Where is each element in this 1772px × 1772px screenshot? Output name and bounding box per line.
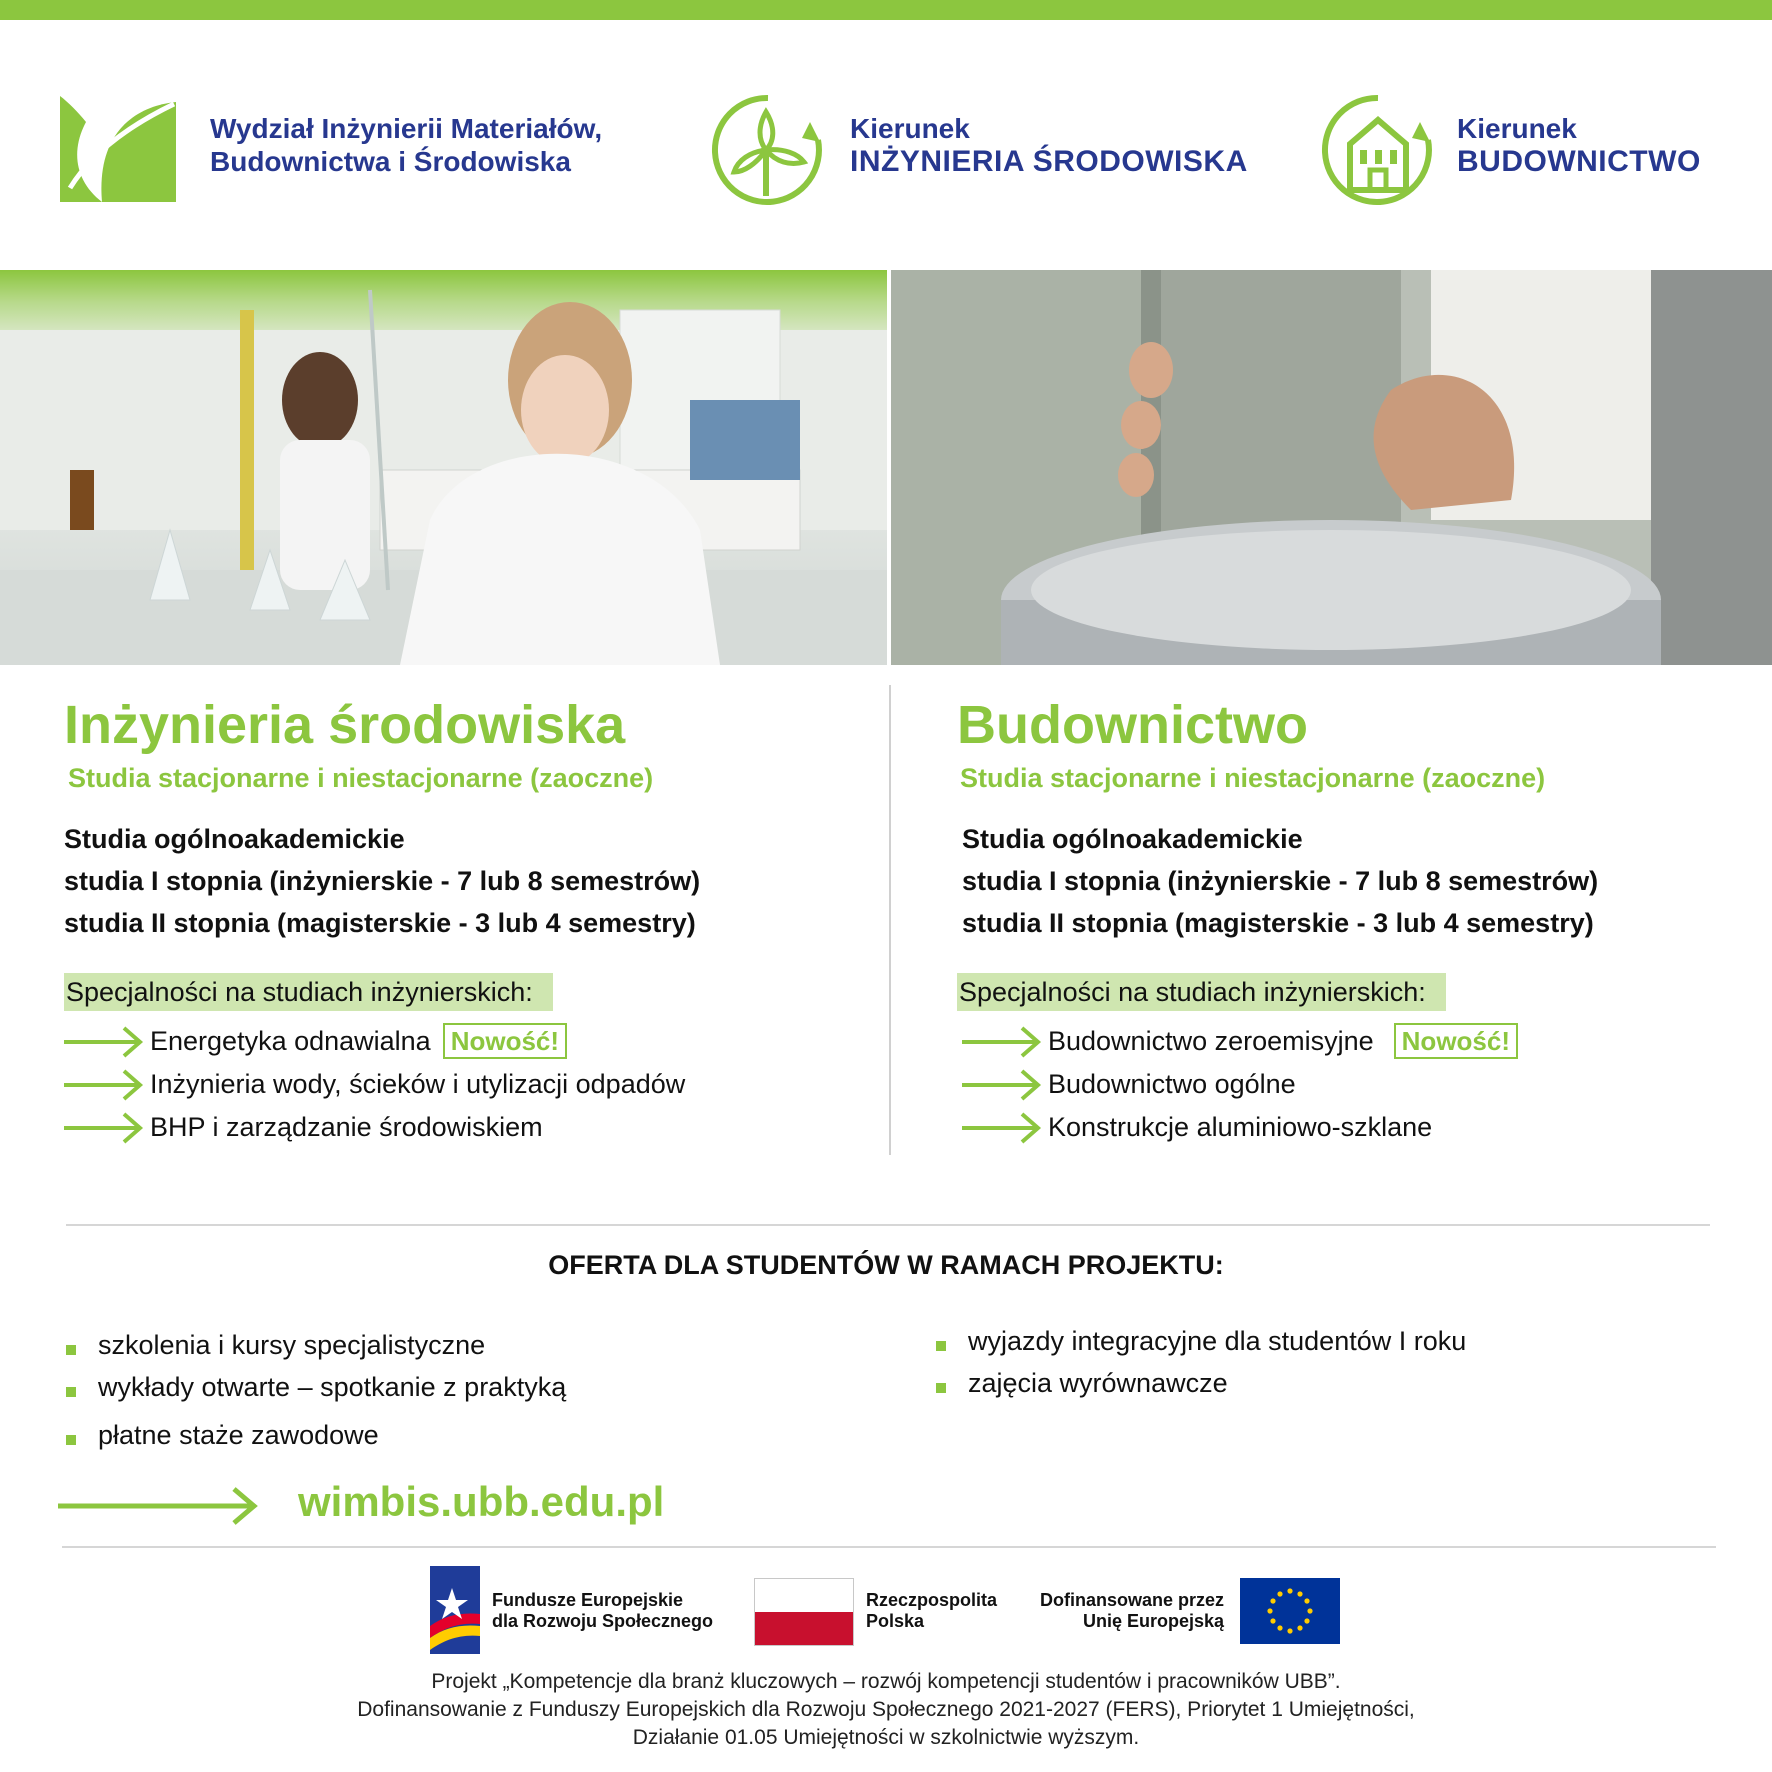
direction-1-label: Kierunek (850, 113, 970, 144)
list-item (962, 1063, 1518, 1106)
offer-item: płatne staże zawodowe (98, 1420, 379, 1450)
column-divider (889, 685, 891, 1155)
list-item (64, 1063, 685, 1106)
rp-logo-text (866, 1590, 997, 1632)
direction-1-name: INŻYNIERIA ŚRODOWISKA (850, 145, 1248, 178)
top-accent-bar (0, 0, 1772, 20)
list-item (936, 1326, 1466, 1368)
left-spec-list (64, 1020, 685, 1149)
footer-line-3: Działanie 01.05 Umiejętności w szkolnictwie wyższym. (632, 1726, 1140, 1749)
left-spec-heading: Specjalności na studiach inżynierskich: (64, 973, 553, 1011)
faculty-line-1: Wydział Inżynierii Materiałów, (210, 113, 603, 144)
faculty-name (210, 112, 602, 178)
eu-line-2: Unię Europejską (1082, 1611, 1224, 1631)
left-study-info (64, 818, 700, 944)
left-title: Inżynieria środowiska (64, 695, 626, 755)
spec-label: Konstrukcje aluminiowo-szklane (1048, 1112, 1433, 1142)
right-study-1: Studia ogólnoakademickie (962, 824, 1303, 854)
divider-line (62, 1546, 1716, 1548)
wind-turbine-icon (710, 92, 826, 208)
fe-line-2: dla Rozwoju Społecznego (492, 1611, 714, 1631)
eu-logo-text (1000, 1590, 1224, 1632)
eu-flag-icon (1240, 1578, 1340, 1644)
left-study-1: Studia ogólnoakademickie (64, 824, 405, 854)
direction-2-label: Kierunek (1457, 113, 1577, 144)
offer-list-right (936, 1326, 1466, 1410)
spec-label: Budownictwo zeroemisyjne (1048, 1026, 1374, 1056)
spec-label: Inżynieria wody, ścieków i utylizacji odpadów (150, 1069, 686, 1099)
spec-label: Energetyka odnawialna (150, 1026, 431, 1056)
right-spec-list (962, 1020, 1518, 1149)
arrow-right-icon (64, 1025, 144, 1059)
bullet-square-icon (936, 1383, 946, 1393)
offer-item: wyjazdy integracyjne dla studentów I roku (968, 1326, 1467, 1356)
list-item (64, 1106, 685, 1149)
right-spec-heading: Specjalności na studiach inżynierskich: (957, 973, 1446, 1011)
poland-flag-icon (754, 1578, 854, 1646)
rp-line-2: Polska (866, 1611, 925, 1631)
eu-line-1: Dofinansowane przez (1039, 1590, 1224, 1610)
arrow-right-icon (64, 1111, 144, 1145)
building-icon (1320, 92, 1436, 208)
spec-label: Budownictwo ogólne (1048, 1069, 1296, 1099)
left-study-3: studia II stopnia (magisterskie - 3 lub 4 semestry) (64, 908, 696, 938)
offer-item: szkolenia i kursy specjalistyczne (98, 1330, 486, 1360)
list-item (962, 1020, 1518, 1063)
list-item (66, 1420, 566, 1462)
list-item (962, 1106, 1518, 1149)
offer-list-left (66, 1330, 566, 1462)
arrow-right-icon (962, 1025, 1042, 1059)
fe-logo-text (492, 1590, 713, 1632)
faculty-leaf-logo (56, 92, 180, 202)
direction-2-name: BUDOWNICTWO (1457, 145, 1701, 178)
arrow-right-icon (962, 1111, 1042, 1145)
arrow-right-icon (962, 1068, 1042, 1102)
direction-1 (850, 112, 1248, 178)
faculty-line-2: Budownictwa i Środowiska (210, 146, 571, 177)
spec-label: BHP i zarządzanie środowiskiem (150, 1112, 543, 1142)
list-item (66, 1372, 566, 1420)
arrow-right-icon (64, 1068, 144, 1102)
right-study-info (962, 818, 1598, 944)
project-footer (0, 1668, 1772, 1752)
footer-line-1: Projekt „Kompetencje dla branż kluczowych – rozwój kompetencji studentów i pracowników UBB”. (431, 1670, 1341, 1693)
bullet-square-icon (66, 1345, 76, 1355)
new-badge: Nowość! (443, 1023, 567, 1059)
right-subtitle: Studia stacjonarne i niestacjonarne (zaoczne) (960, 763, 1546, 793)
left-subtitle: Studia stacjonarne i niestacjonarne (zaoczne) (68, 763, 654, 793)
list-item (66, 1330, 566, 1372)
offer-title: OFERTA DLA STUDENTÓW W RAMACH PROJEKTU: (548, 1250, 1224, 1280)
rp-line-1: Rzeczpospolita (866, 1590, 998, 1610)
bullet-square-icon (66, 1387, 76, 1397)
lab-photo (0, 270, 887, 665)
offer-item: wykłady otwarte – spotkanie z praktyką (98, 1372, 567, 1402)
footer-line-2: Dofinansowanie z Funduszy Europejskich dla Rozwoju Społecznego 2021-2027 (FERS), Priorytet 1 Umiejętności, (357, 1698, 1415, 1721)
left-study-2: studia I stopnia (inżynierskie - 7 lub 8 semestrów) (64, 866, 701, 896)
direction-2 (1457, 112, 1701, 178)
fe-logo (430, 1566, 480, 1654)
new-badge: Nowość! (1394, 1023, 1518, 1059)
offer-item: zajęcia wyrównawcze (968, 1368, 1228, 1398)
bullet-square-icon (66, 1435, 76, 1445)
right-study-2: studia I stopnia (inżynierskie - 7 lub 8 semestrów) (962, 866, 1599, 896)
list-item (64, 1020, 685, 1063)
concrete-test-photo (891, 270, 1772, 665)
list-item (936, 1368, 1466, 1410)
divider-line (66, 1224, 1710, 1226)
bullet-square-icon (936, 1341, 946, 1351)
website-link[interactable]: wimbis.ubb.edu.pl (298, 1478, 665, 1525)
url-arrow-icon (58, 1486, 260, 1531)
fe-line-1: Fundusze Europejskie (492, 1590, 684, 1610)
right-title: Budownictwo (957, 695, 1308, 755)
right-study-3: studia II stopnia (magisterskie - 3 lub 4 semestry) (962, 908, 1594, 938)
